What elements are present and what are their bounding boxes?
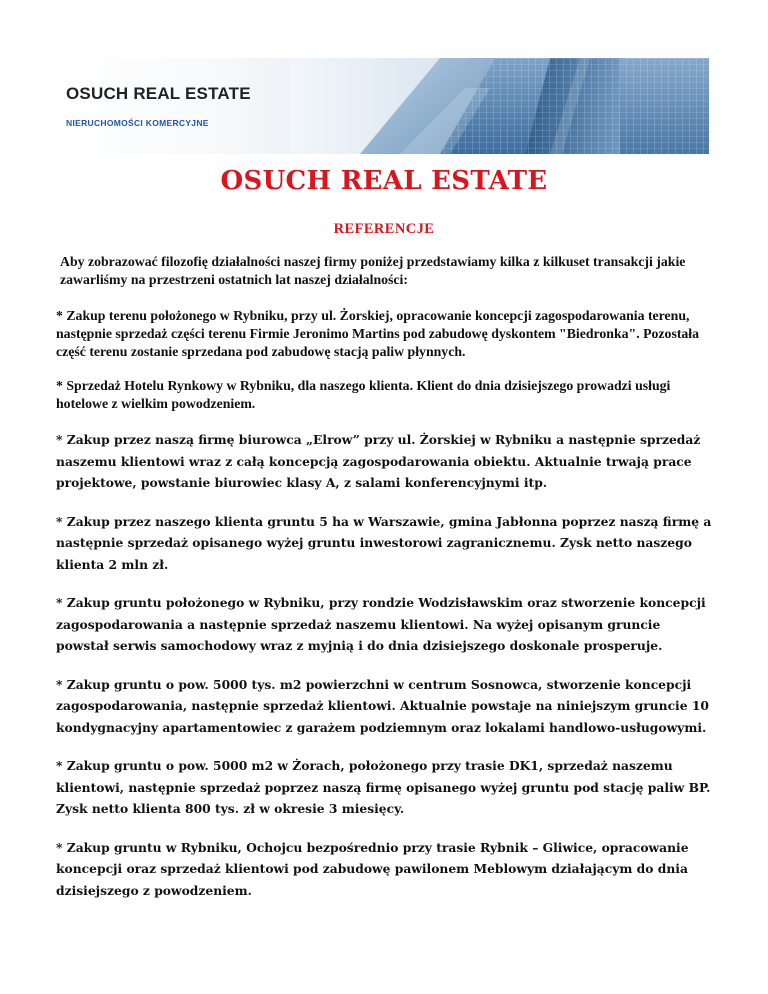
header-banner	[58, 58, 709, 154]
reference-item: * Zakup przez naszą firmę biurowca „Elrow” przy ul. Żorskiej w Rybniku a następnie sprzedaż naszemu klientowi wraz z całą koncepcją zagospodarowania obiektu. Aktualnie trwają prace projektowe, powstanie biurowiec klasy A, z salami konferencyjnymi itp.	[56, 432, 701, 490]
section-heading: REFERENCJE	[333, 221, 435, 237]
reference-item: * Zakup terenu położonego w Rybniku, przy ul. Żorskiej, opracowanie koncepcji zagospodarowania terenu, następnie sprzedaż części terenu Firmie Jeronimo Martins pod zabudowę dyskontem "Biedronka". Pozostała część terenu zostanie sprzedana pod zabudowę stacją paliw płynnych.	[56, 308, 700, 359]
banner-tagline: NIERUCHOMOŚCI KOMERCYJNE	[66, 118, 209, 128]
document-title: OSUCH REAL ESTATE	[220, 166, 548, 196]
skyscraper-photo	[290, 58, 709, 154]
reference-item: * Zakup gruntu w Rybniku, Ochojcu bezpośrednio przy trasie Rybnik – Gliwice, opracowanie koncepcji oraz sprzedaż klientowi pod zabudowę pawilonem Meblowym działającym do dnia dzisiejszego z powodzeniem.	[56, 839, 689, 898]
banner-text-area	[58, 58, 290, 154]
reference-item: * Zakup przez naszego klienta gruntu 5 ha w Warszawie, gmina Jabłonna poprzez naszą firmę a następnie sprzedaż opisanego wyżej gruntu inwestorowi zagranicznemu. Zysk netto naszego klienta 2 mln zł.	[56, 513, 712, 572]
reference-item: * Zakup gruntu o pow. 5000 m2 w Żorach, położonego przy trasie DK1, sprzedaż naszemu klientowi, następnie sprzedaż poprzez naszą firmę opisanego wyżej gruntu pod stację paliw BP. Zysk netto klienta 800 tys. zł w okresie 3 miesięcy.	[56, 758, 711, 816]
reference-item: * Zakup gruntu położonego w Rybniku, przy rondzie Wodzisławskim oraz stworzenie koncepcji zagospodarowania a następnie sprzedaż naszemu klientowi. Na wyżej opisanym gruncie powstał serwis samochodowy wraz z myjnią i do dnia dzisiejszego doskonale prosperuje.	[56, 595, 706, 653]
reference-item: * Zakup gruntu o pow. 5000 tys. m2 powierzchni w centrum Sosnowca, stworzenie koncepcji zagospodarowania, następnie sprzedaż klientowi. Aktualnie powstaje na niniejszym gruncie 10 kondygnacyjny apartamentowiec z garażem podziemnym oraz lokalami handlowo-usługowymi.	[56, 676, 709, 735]
document-body	[56, 253, 716, 918]
intro-paragraph: Aby zobrazować filozofię działalności naszej firmy poniżej przedstawiamy kilka z kilkuset transakcji jakie zawarliśmy na przestrzeni ostatnich lat naszej działalności:	[60, 254, 686, 287]
reference-item: * Sprzedaż Hotelu Rynkowy w Rybniku, dla naszego klienta. Klient do dnia dzisiejszego prowadzi usługi hotelowe z wielkim powodzeniem.	[56, 378, 671, 411]
banner-company-name: OSUCH REAL ESTATE	[66, 84, 251, 103]
